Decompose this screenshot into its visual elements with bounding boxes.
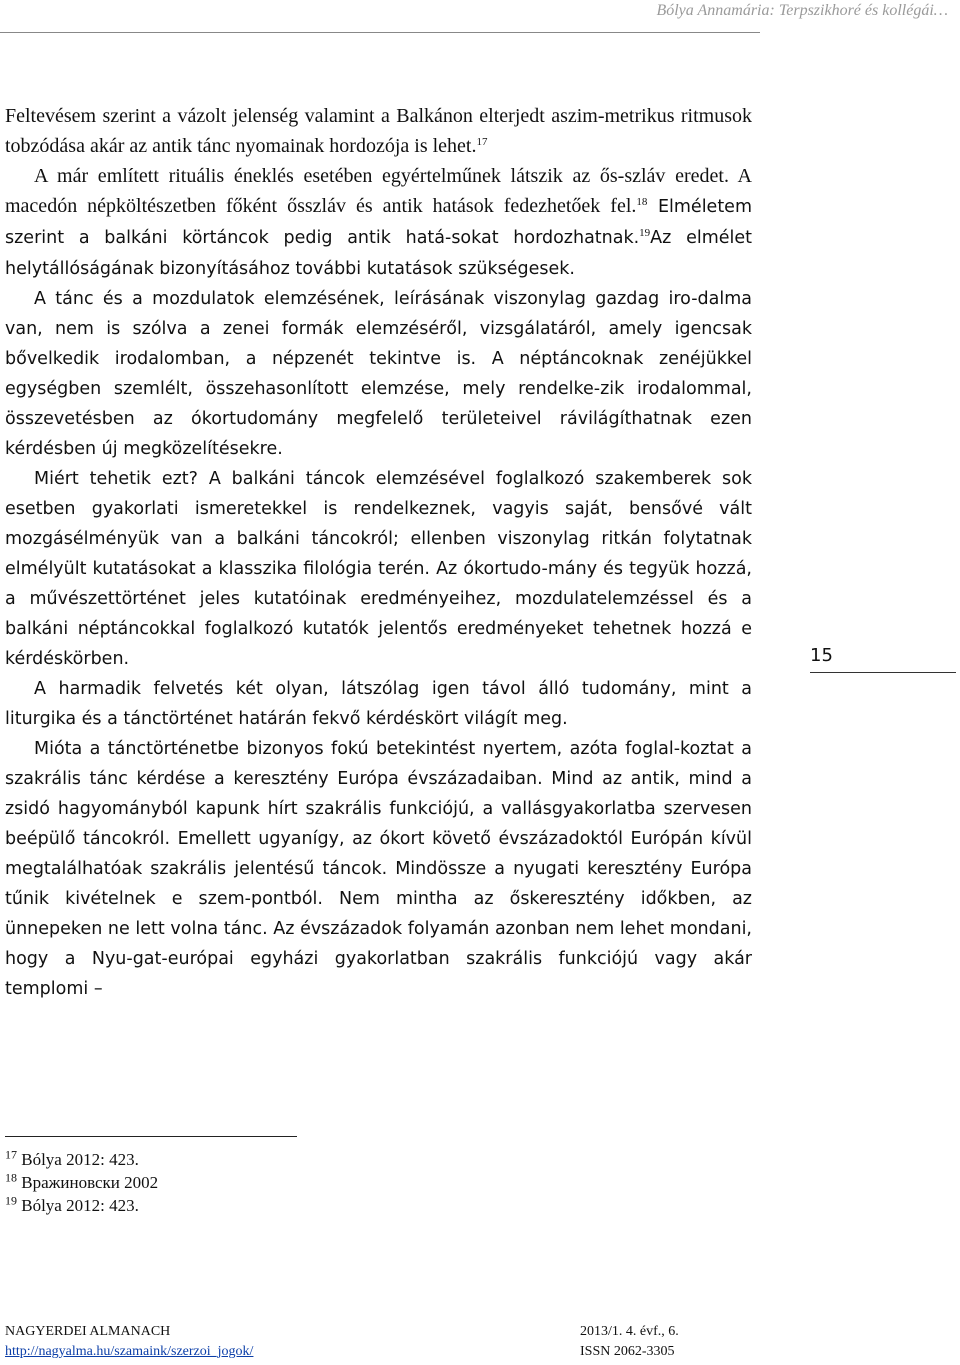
footnote-17: $^{17}$ Bólya 2012: 423. xyxy=(5,1147,139,1169)
paragraph-5: A harmadik felvetés két olyan, látszólag igen távol álló tudomány, mint a liturgika és a tánctörténet határán fekvő kérdéskört világít meg. xyxy=(5,679,752,729)
footnote-rule xyxy=(5,1136,297,1137)
copyright-link[interactable]: http://nagyalma.hu/szamaink/szerzoi_jogok/ xyxy=(5,1344,254,1359)
footnote-19: $^{19}$ Bólya 2012: 423. xyxy=(5,1193,139,1215)
main-text xyxy=(5,101,752,1004)
footnote-ref-19[interactable]: 19 xyxy=(639,226,651,239)
footnote-18: $^{18}$ Вражиновски 2002 xyxy=(5,1170,159,1192)
footnote-ref-17[interactable]: 17 xyxy=(476,135,488,148)
footnote-ref-18[interactable]: 18 xyxy=(636,195,648,208)
paragraph-6: Mióta a tánctörténetbe bizonyos fokú betekintést nyertem, azóta foglal-koztat a szakrális tánc kérdése a keresztény Európa évszázadaiban. Mind az antik, mind a zsidó hagyományból kapunk hírt szakrális funkciójú, a vallásgyakorlatba szervesen beépülő táncokról. Emellett ugyanígy, az ókort követő évszázadoktól Európán kívül megtalálhatóak szakrális jelentésű táncok. Mindössze a nyugati keresztény Európa tűnik kivételnek e szem-pontból. Nem mintha az őskeresztény időkben, az ünnepeken ne lett volna tánc. Az évszázadok folyamán azonban nem lehet mondani, hogy a Nyu-gat-európai egyházi gyakorlatban szakrális funkciójú vagy akár templomi – xyxy=(5,739,752,999)
issn: ISSN 2062-3305 xyxy=(580,1344,675,1359)
paragraph-1: Feltevésem szerint a vázolt jelenség valamint a Balkánon elterjedt aszim-metrikus ritmusok tobzódása akár az antik tánc nyomainak hordozója is lehet.$^{17}$ xyxy=(5,105,752,157)
paragraph-3: A tánc és a mozdulatok elemzésének, leírásának viszonylag gazdag iro-dalma van, nem is szólva a zenei formák elemzéséről, vizsgálatáról, amely igencsak bővelkedik irodalomban, a népzenét tekintve is. A néptáncoknak zenéjükkel egységben szemlélt, összehasonlított elemzése, mely rendelke-zik irodalommal, összevetésben az ókortudomány megfelelő területeivel rávilágíthatnak ezen kérdésben új megközelítésekre. xyxy=(5,289,752,459)
issue-info: 2013/1. 4. évf., 6. xyxy=(580,1324,679,1339)
running-header: Bólya Annamária: Terpszikhoré és kollégái… xyxy=(656,2,948,19)
journal-name: NAGYERDEI ALMANACH xyxy=(5,1324,171,1339)
footnotes xyxy=(5,1148,158,1217)
header-rule xyxy=(0,32,760,33)
paragraph-4: Miért tehetik ezt? A balkáni táncok elemzésével foglalkozó szakemberek sok esetben gyakorlati ismeretekkel is rendelkeznek, vagyis saját, bensővé vált mozgásélményük van a balkáni táncokról; ellenben viszonylag ritkán folytatnak elmélyült kutatásokat a klasszika filológia terén. Az ókortudo-mány és tegyük hozzá, a művészettörténet jeles kutatóinak eredményeihez, mozdulatelemzéssel és a balkáni néptáncokkal foglalkozó kutatók jelentős eredményeket tehetnek hozzá e kérdéskörben. xyxy=(5,469,752,669)
page-number: 15 xyxy=(810,644,956,673)
page-footer xyxy=(5,1322,705,1362)
paragraph-2: A már említett rituális éneklés esetében egyértelműnek látszik az ős-szláv eredet. A macedón népköltészetben főként ősszláv és antik hatások fedezhetőek fel.$^{18}$ Elméletem szerint a balkáni körtáncok pedig antik hatá-sokat hordozhatnak.$^{19}$Az elmélet helytállóságának bizonyításához további kutatások szükségesek. xyxy=(5,165,753,279)
